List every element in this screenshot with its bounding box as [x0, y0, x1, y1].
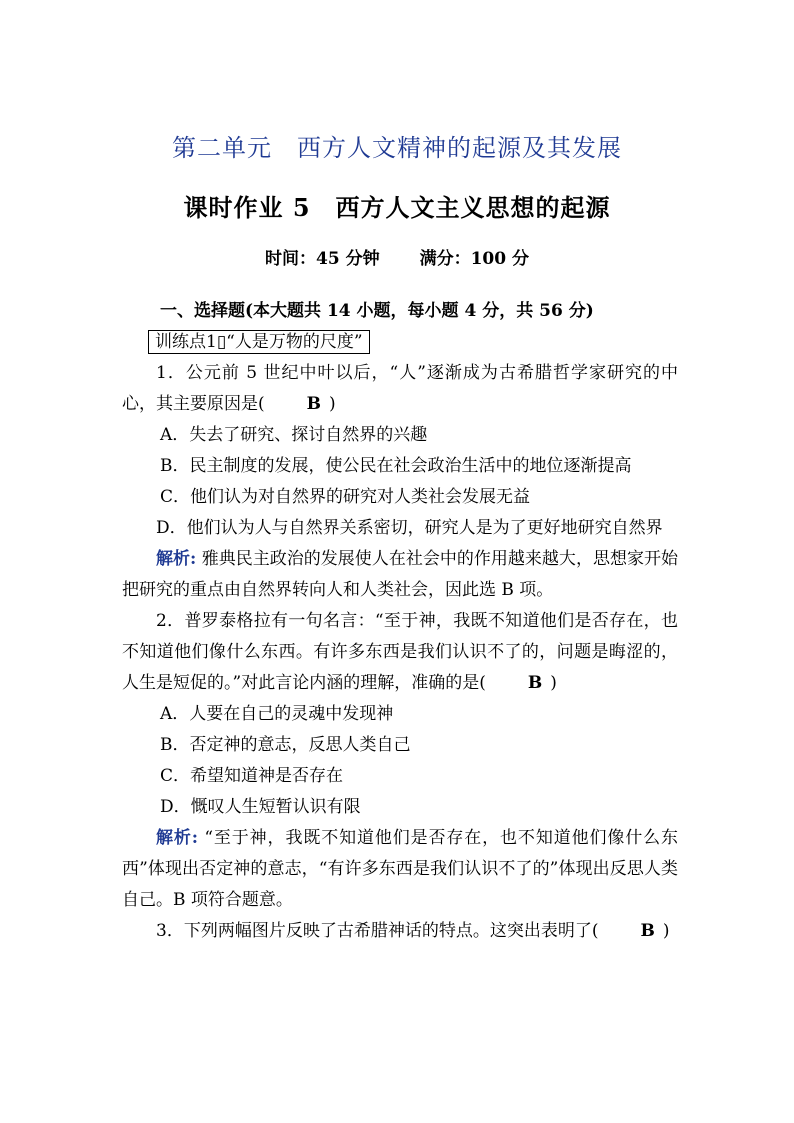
question-2-stem: 2．普罗泰格拉有一句名言：“至于神，我既不知道他们是否存在，也不知道他们像什么东西。有许多东西是我们认识不了的，问题是晦涩的，人生是短促的。”对此言论内涵的理解，准确的是( B ) — [122, 606, 678, 699]
question-1-answer: B — [306, 394, 322, 414]
question-1-option-d: D．他们认为人与自然界关系密切，研究人是为了更好地研究自然界 — [156, 518, 663, 538]
question-2-option-d: D．慨叹人生短暂认识有限 — [160, 797, 361, 817]
question-2-option-a: A．人要在自己的灵魂中发现神 — [160, 704, 394, 724]
question-1-option-c: C．他们认为对自然界的研究对人类社会发展无益 — [160, 487, 531, 507]
question-1-analysis: 解析: 雅典民主政治的发展使人在社会中的作用越来越大，思想家开始把研究的重点由自然界转向人和人类社会，因此选 B 项。 — [122, 549, 678, 600]
question-3-stem: 3．下列两幅图片反映了古希腊神话的特点。这突出表明了( B ) — [122, 916, 678, 947]
full-score: 满分：100 分 — [419, 249, 529, 269]
question-2-option-c: C．希望知道神是否存在 — [160, 766, 344, 786]
section-heading: 一、选择题(本大题共 14 小题，每小题 4 分，共 56 分) — [160, 301, 594, 321]
question-1-option-a: A．失去了研究、探讨自然界的兴趣 — [160, 425, 428, 445]
time-limit: 时间：45 分钟 — [265, 249, 380, 269]
question-2-answer: B — [527, 673, 543, 693]
analysis-label: 解析: — [156, 549, 197, 569]
question-2-option-b: B．否定神的意志，反思人类自己 — [160, 735, 411, 755]
lesson-title: 课时作业 5 西方人文主义思想的起源 — [183, 193, 611, 222]
question-2-analysis: 解析: “至于神，我既不知道他们是否存在，也不知道他们像什么东西”体现出否定神的意志，“有许多东西是我们认识不了的”体现出反思人类自己。B 项符合题意。 — [122, 828, 678, 910]
question-3-answer: B — [640, 921, 655, 941]
unit-title: 第二单元 西方人文精神的起源及其发展 — [172, 134, 622, 162]
training-point-box: 训练点1▯“人是万物的尺度” — [148, 330, 370, 354]
question-1-option-b: B．民主制度的发展，使公民在社会政治生活中的地位逐渐提高 — [160, 456, 632, 476]
question-body — [122, 296, 678, 947]
time-score-line — [0, 244, 794, 269]
question-1-stem: 1．公元前 5 世纪中叶以后，“人”逐渐成为古希腊哲学家研究的中心，其主要原因是( B ) — [122, 358, 678, 420]
analysis-label: 解析: — [156, 828, 199, 848]
